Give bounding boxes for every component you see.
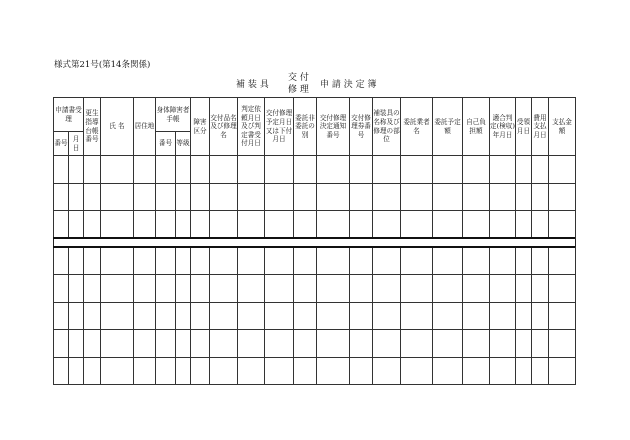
table-cell[interactable] bbox=[294, 156, 317, 184]
table-cell[interactable] bbox=[463, 302, 490, 330]
table-cell[interactable] bbox=[69, 183, 84, 211]
header-receipt-date: 受領月日 bbox=[516, 98, 532, 156]
table-cell[interactable] bbox=[317, 183, 350, 211]
table-cell[interactable] bbox=[350, 183, 373, 211]
header-planned-amount: 委託予定額 bbox=[433, 98, 463, 156]
header-application-received: 申請書受理 bbox=[54, 98, 84, 132]
header-payment-date: 費用支払月日 bbox=[532, 98, 549, 156]
header-delegation: 委託非委託の別 bbox=[294, 98, 317, 156]
table-cell[interactable] bbox=[294, 211, 317, 239]
table-cell[interactable] bbox=[549, 247, 576, 275]
table-cell[interactable] bbox=[238, 211, 265, 239]
table-cell[interactable] bbox=[134, 302, 156, 330]
table-cell[interactable] bbox=[191, 302, 210, 330]
table-cell[interactable] bbox=[433, 275, 463, 303]
table-cell[interactable] bbox=[84, 211, 101, 239]
table-cell[interactable] bbox=[532, 247, 549, 275]
table-cell[interactable] bbox=[463, 211, 490, 239]
table-cell[interactable] bbox=[549, 275, 576, 303]
table-cell[interactable] bbox=[101, 211, 134, 239]
table-row bbox=[54, 330, 576, 358]
header-ticket-number: 交付修理券番号 bbox=[350, 98, 373, 156]
table-cell[interactable] bbox=[69, 156, 84, 184]
table-cell[interactable] bbox=[134, 183, 156, 211]
table-cell[interactable] bbox=[490, 156, 516, 184]
table-cell[interactable] bbox=[532, 275, 549, 303]
table-cell[interactable] bbox=[84, 183, 101, 211]
table-cell[interactable] bbox=[294, 330, 317, 358]
table-cell[interactable] bbox=[54, 275, 69, 303]
table-cell[interactable] bbox=[265, 302, 294, 330]
table-cell[interactable] bbox=[238, 247, 265, 275]
table-cell[interactable] bbox=[210, 247, 238, 275]
table-cell[interactable] bbox=[490, 275, 516, 303]
table-cell[interactable] bbox=[317, 275, 350, 303]
table-cell[interactable] bbox=[191, 330, 210, 358]
table-cell[interactable] bbox=[101, 357, 134, 385]
title-lower: 修 理 bbox=[288, 85, 309, 95]
form-number: 様式第21号(第14条関係) bbox=[54, 60, 151, 70]
header-name: 氏 名 bbox=[101, 98, 134, 156]
table-cell[interactable] bbox=[84, 247, 101, 275]
table-cell[interactable] bbox=[156, 302, 176, 330]
table-cell[interactable] bbox=[373, 183, 401, 211]
table-cell[interactable] bbox=[373, 211, 401, 239]
title-part2: 申 請 決 定 簿 bbox=[320, 80, 377, 90]
table-cell[interactable] bbox=[490, 357, 516, 385]
table-cell[interactable] bbox=[317, 247, 350, 275]
table-cell[interactable] bbox=[69, 275, 84, 303]
header-contractor-name: 委託業者名 bbox=[401, 98, 433, 156]
table-cell[interactable] bbox=[54, 330, 69, 358]
table-cell[interactable] bbox=[532, 357, 549, 385]
table-cell[interactable] bbox=[210, 357, 238, 385]
table-cell[interactable] bbox=[350, 156, 373, 184]
table-cell[interactable] bbox=[54, 357, 69, 385]
title-part1: 補 装 具 bbox=[236, 80, 269, 90]
table-cell[interactable] bbox=[516, 156, 532, 184]
table-cell[interactable] bbox=[191, 183, 210, 211]
table-cell[interactable] bbox=[210, 183, 238, 211]
table-cell[interactable] bbox=[101, 275, 134, 303]
table-cell[interactable] bbox=[156, 357, 176, 385]
table-cell[interactable] bbox=[265, 211, 294, 239]
table-cell[interactable] bbox=[54, 156, 69, 184]
table-cell[interactable] bbox=[549, 357, 576, 385]
table-cell[interactable] bbox=[401, 275, 433, 303]
table-cell[interactable] bbox=[101, 302, 134, 330]
table-cell[interactable] bbox=[549, 302, 576, 330]
table-cell[interactable] bbox=[210, 275, 238, 303]
header-number bbox=[54, 132, 69, 156]
table-cell[interactable] bbox=[401, 357, 433, 385]
table-cell[interactable] bbox=[433, 247, 463, 275]
table-cell[interactable] bbox=[69, 211, 84, 239]
register-table bbox=[53, 97, 576, 385]
table-cell[interactable] bbox=[294, 357, 317, 385]
table-cell[interactable] bbox=[238, 156, 265, 184]
table-cell[interactable] bbox=[101, 156, 134, 184]
table-cell[interactable] bbox=[134, 247, 156, 275]
table-cell[interactable] bbox=[69, 302, 84, 330]
table-cell[interactable] bbox=[317, 211, 350, 239]
table-cell[interactable] bbox=[238, 330, 265, 358]
table-cell[interactable] bbox=[156, 247, 176, 275]
table-row bbox=[54, 247, 576, 275]
table-cell[interactable] bbox=[176, 156, 191, 184]
table-cell[interactable] bbox=[373, 302, 401, 330]
table-cell[interactable] bbox=[54, 302, 69, 330]
table-cell[interactable] bbox=[373, 247, 401, 275]
table-cell[interactable] bbox=[210, 330, 238, 358]
table-cell[interactable] bbox=[210, 211, 238, 239]
table-cell[interactable] bbox=[134, 156, 156, 184]
table-cell[interactable] bbox=[191, 357, 210, 385]
table-cell[interactable] bbox=[373, 156, 401, 184]
table-cell[interactable] bbox=[134, 211, 156, 239]
table-cell[interactable] bbox=[176, 302, 191, 330]
table-cell[interactable] bbox=[69, 357, 84, 385]
table-cell[interactable] bbox=[463, 247, 490, 275]
header-decision-notice-number: 交付修理決定通知番号 bbox=[317, 98, 350, 156]
table-cell[interactable] bbox=[317, 156, 350, 184]
table-cell[interactable] bbox=[265, 156, 294, 184]
table-cell[interactable] bbox=[156, 211, 176, 239]
table-cell[interactable] bbox=[532, 211, 549, 239]
table-cell[interactable] bbox=[463, 330, 490, 358]
table-cell[interactable] bbox=[238, 357, 265, 385]
table-cell[interactable] bbox=[54, 211, 69, 239]
table-cell[interactable] bbox=[463, 275, 490, 303]
header-judgment-request: 判定依頼月日及び判定書受付月日 bbox=[238, 98, 265, 156]
table-cell[interactable] bbox=[210, 302, 238, 330]
table-cell[interactable] bbox=[238, 183, 265, 211]
table-cell[interactable] bbox=[463, 357, 490, 385]
header-month-day bbox=[69, 132, 84, 156]
table-cell[interactable] bbox=[176, 183, 191, 211]
table-cell[interactable] bbox=[433, 302, 463, 330]
header-cert-number: 番号 bbox=[156, 132, 176, 156]
header-month-text: 月 bbox=[72, 134, 80, 143]
table-cell[interactable] bbox=[176, 330, 191, 358]
table-cell[interactable] bbox=[350, 357, 373, 385]
table-cell[interactable] bbox=[350, 211, 373, 239]
table-cell[interactable] bbox=[433, 183, 463, 211]
table-cell[interactable] bbox=[191, 247, 210, 275]
table-cell[interactable] bbox=[433, 357, 463, 385]
table-cell[interactable] bbox=[433, 156, 463, 184]
table-cell[interactable] bbox=[401, 247, 433, 275]
table-cell[interactable] bbox=[401, 211, 433, 239]
table-cell[interactable] bbox=[490, 183, 516, 211]
table-cell[interactable] bbox=[490, 302, 516, 330]
table-cell[interactable] bbox=[265, 357, 294, 385]
table-row bbox=[54, 211, 576, 239]
page-title bbox=[236, 70, 416, 94]
table-cell[interactable] bbox=[350, 247, 373, 275]
table-row bbox=[54, 302, 576, 330]
table-cell[interactable] bbox=[294, 302, 317, 330]
table-cell[interactable] bbox=[101, 183, 134, 211]
table-cell[interactable] bbox=[265, 275, 294, 303]
header-item-name: 交付品名及び修理名 bbox=[210, 98, 238, 156]
table-cell[interactable] bbox=[516, 330, 532, 358]
table-cell[interactable] bbox=[401, 330, 433, 358]
table-cell[interactable] bbox=[54, 247, 69, 275]
table-cell[interactable] bbox=[191, 275, 210, 303]
table-cell[interactable] bbox=[401, 302, 433, 330]
table-cell[interactable] bbox=[373, 357, 401, 385]
table-cell[interactable] bbox=[549, 156, 576, 184]
title-upper: 交 付 bbox=[288, 73, 309, 83]
table-cell[interactable] bbox=[463, 156, 490, 184]
table-cell[interactable] bbox=[156, 183, 176, 211]
table-cell[interactable] bbox=[238, 302, 265, 330]
table-cell[interactable] bbox=[516, 302, 532, 330]
table-cell[interactable] bbox=[156, 275, 176, 303]
table-cell[interactable] bbox=[463, 183, 490, 211]
table-cell[interactable] bbox=[373, 275, 401, 303]
separator-line-bottom bbox=[53, 246, 575, 248]
table-cell[interactable] bbox=[549, 330, 576, 358]
table-cell[interactable] bbox=[134, 357, 156, 385]
table-cell[interactable] bbox=[532, 156, 549, 184]
table-body bbox=[54, 156, 576, 385]
table-cell[interactable] bbox=[433, 330, 463, 358]
table-cell[interactable] bbox=[433, 211, 463, 239]
table-cell[interactable] bbox=[490, 211, 516, 239]
table-cell[interactable] bbox=[350, 330, 373, 358]
table-cell[interactable] bbox=[191, 156, 210, 184]
table-cell[interactable] bbox=[176, 357, 191, 385]
table-cell[interactable] bbox=[156, 156, 176, 184]
table-cell[interactable] bbox=[516, 357, 532, 385]
header-residence: 居住地 bbox=[134, 98, 156, 156]
table-cell[interactable] bbox=[350, 302, 373, 330]
table-cell[interactable] bbox=[69, 330, 84, 358]
table-cell[interactable] bbox=[294, 247, 317, 275]
table-cell[interactable] bbox=[532, 302, 549, 330]
table-row bbox=[54, 275, 576, 303]
header-disability-category: 障害区分 bbox=[191, 98, 210, 156]
separator-line-top bbox=[53, 237, 575, 239]
table-cell[interactable] bbox=[401, 156, 433, 184]
table-cell[interactable] bbox=[317, 357, 350, 385]
table-cell[interactable] bbox=[101, 330, 134, 358]
table-cell[interactable] bbox=[84, 330, 101, 358]
header-payment-amount: 支払金額 bbox=[549, 98, 576, 156]
header-rehab-ledger-number: 更生指導台帳番号 bbox=[84, 98, 101, 156]
table-cell[interactable] bbox=[156, 330, 176, 358]
table-cell[interactable] bbox=[134, 275, 156, 303]
table-cell[interactable] bbox=[84, 156, 101, 184]
table-cell[interactable] bbox=[238, 275, 265, 303]
table-cell[interactable] bbox=[265, 183, 294, 211]
table-cell[interactable] bbox=[69, 247, 84, 275]
table-cell[interactable] bbox=[373, 330, 401, 358]
header-number-text: 番号 bbox=[54, 139, 68, 148]
table-row bbox=[54, 357, 576, 385]
table-cell[interactable] bbox=[191, 211, 210, 239]
table-cell[interactable] bbox=[134, 330, 156, 358]
table-cell[interactable] bbox=[549, 183, 576, 211]
table-cell[interactable] bbox=[84, 302, 101, 330]
table-cell[interactable] bbox=[265, 247, 294, 275]
header-day-text: 日 bbox=[72, 143, 80, 152]
table-cell[interactable] bbox=[532, 183, 549, 211]
table-cell[interactable] bbox=[549, 211, 576, 239]
table-cell[interactable] bbox=[176, 275, 191, 303]
table-cell[interactable] bbox=[516, 247, 532, 275]
table-cell[interactable] bbox=[176, 211, 191, 239]
table-cell[interactable] bbox=[490, 330, 516, 358]
table-row bbox=[54, 156, 576, 184]
table-cell[interactable] bbox=[176, 247, 191, 275]
table-cell[interactable] bbox=[101, 247, 134, 275]
table-cell[interactable] bbox=[350, 275, 373, 303]
table-row bbox=[54, 183, 576, 211]
table-cell[interactable] bbox=[84, 275, 101, 303]
table-cell[interactable] bbox=[317, 330, 350, 358]
table-cell[interactable] bbox=[294, 275, 317, 303]
header-cert-grade: 等級 bbox=[176, 132, 191, 156]
header-scheduled-date: 交付修理予定月日又は下付月日 bbox=[265, 98, 294, 156]
header-disability-certificate: 身体障害者手帳 bbox=[156, 98, 191, 132]
table-cell[interactable] bbox=[401, 183, 433, 211]
table-cell[interactable] bbox=[490, 247, 516, 275]
table-cell[interactable] bbox=[516, 275, 532, 303]
table-cell[interactable] bbox=[210, 156, 238, 184]
table-cell[interactable] bbox=[54, 183, 69, 211]
table-cell[interactable] bbox=[84, 357, 101, 385]
header-self-payment: 自己負担額 bbox=[463, 98, 490, 156]
header-device-location: 補装具の名称及び修理の部位 bbox=[373, 98, 401, 156]
table-cell[interactable] bbox=[532, 330, 549, 358]
table-cell[interactable] bbox=[265, 330, 294, 358]
table-cell[interactable] bbox=[294, 183, 317, 211]
table-cell[interactable] bbox=[317, 302, 350, 330]
header-pass-fail-date: 適合判定(検収)年月日 bbox=[490, 98, 516, 156]
table-cell[interactable] bbox=[516, 211, 532, 239]
table-cell[interactable] bbox=[516, 183, 532, 211]
